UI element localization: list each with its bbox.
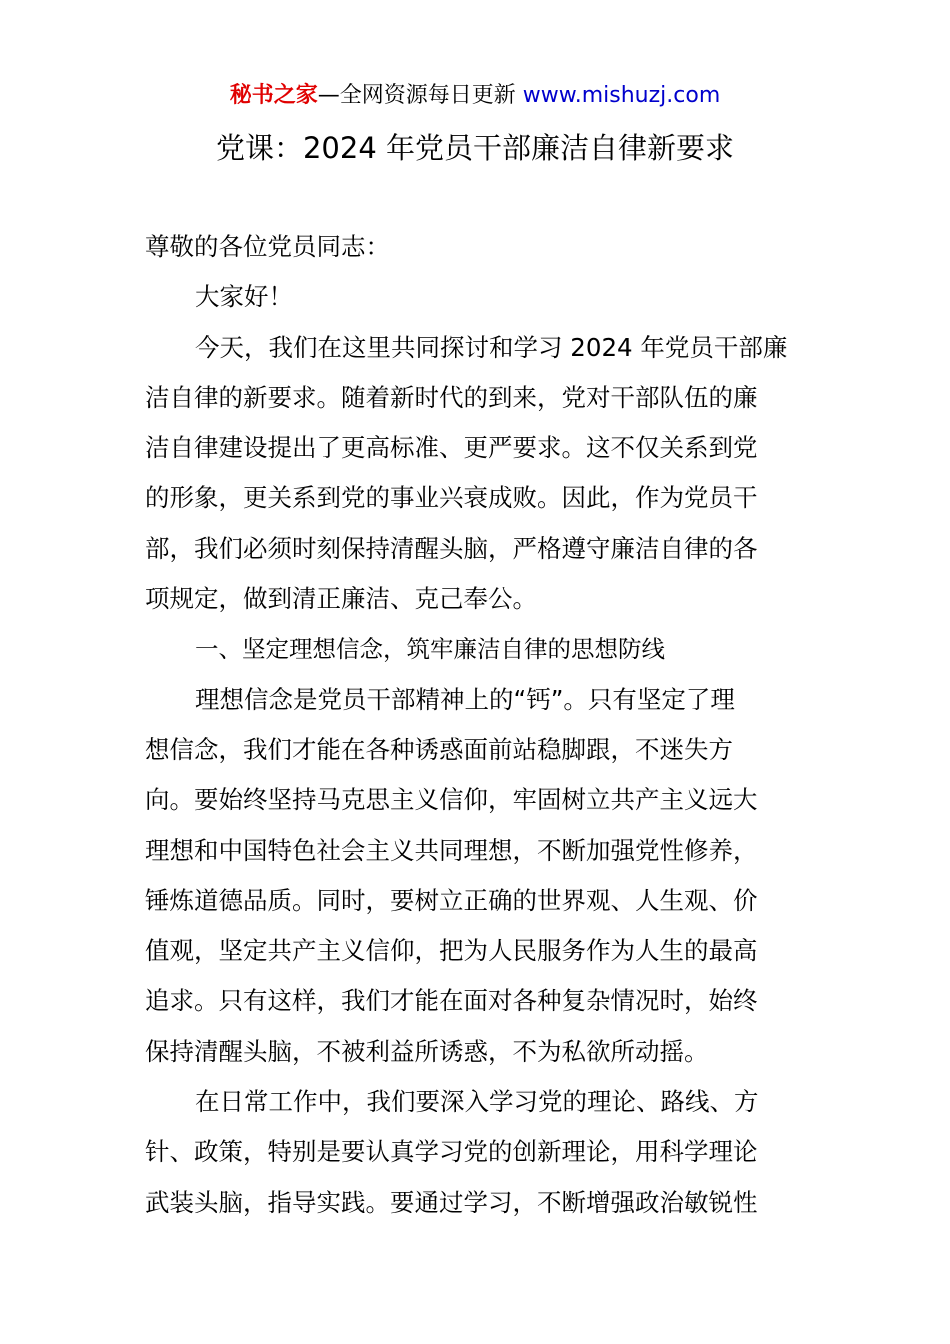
body-text-line: 洁自律的新要求。随着新时代的到来，党对干部队伍的廉 — [145, 382, 758, 412]
site-header — [0, 80, 950, 112]
body-text-line: 向。要始终坚持马克思主义信仰，牢固树立共产主义远大 — [145, 785, 758, 815]
header-slogan: —全网资源每日更新 — [317, 83, 516, 108]
body-text-line: 武装头脑，指导实践。要通过学习，不断增强政治敏锐性 — [145, 1187, 758, 1217]
body-text-line: 的形象，更关系到党的事业兴衰成败。因此，作为党员干 — [145, 483, 758, 513]
body-text-line: 项规定，做到清正廉洁、克己奉公。 — [145, 584, 537, 614]
section-heading-line: 一、坚定理想信念，筑牢廉洁自律的思想防线 — [195, 635, 665, 664]
body-text-line: 理想信念是党员干部精神上的“钙”。只有坚定了理 — [195, 684, 735, 714]
body-text-line: 部，我们必须时刻保持清醒头脑，严格遵守廉洁自律的各 — [145, 533, 758, 563]
body-text-line: 大家好！ — [195, 282, 293, 312]
body-text-line: 锤炼道德品质。同时，要树立正确的世界观、人生观、价 — [145, 885, 758, 915]
body-text-line: 在日常工作中，我们要深入学习党的理论、路线、方 — [195, 1087, 759, 1117]
body-text-line: 想信念，我们才能在各种诱惑面前站稳脚跟，不迷失方 — [145, 734, 733, 764]
document-body — [145, 222, 805, 1228]
body-text-line: 洁自律建设提出了更高标准、更严要求。这不仅关系到党 — [145, 433, 758, 463]
body-text-line: 理想和中国特色社会主义共同理想，不断加强党性修养， — [145, 835, 758, 865]
site-url-link[interactable]: www.mishuzj.com — [522, 83, 721, 108]
body-text-line: 尊敬的各位党员同志： — [145, 232, 390, 261]
body-text-line: 针、政策，特别是要认真学习党的创新理论，用科学理论 — [145, 1137, 758, 1167]
body-text-line: 值观，坚定共产主义信仰，把为人民服务作为人生的最高 — [145, 936, 758, 966]
body-text-line: 今天，我们在这里共同探讨和学习 2024 年党员干部廉 — [195, 332, 788, 362]
body-text-line: 追求。只有这样，我们才能在面对各种复杂情况时，始终 — [145, 986, 758, 1016]
body-text-line: 保持清醒头脑，不被利益所诱惑，不为私欲所动摇。 — [145, 1036, 709, 1066]
brand-name: 秘书之家 — [229, 83, 318, 108]
document-title: 党课：2024 年党员干部廉洁自律新要求 — [215, 131, 735, 165]
